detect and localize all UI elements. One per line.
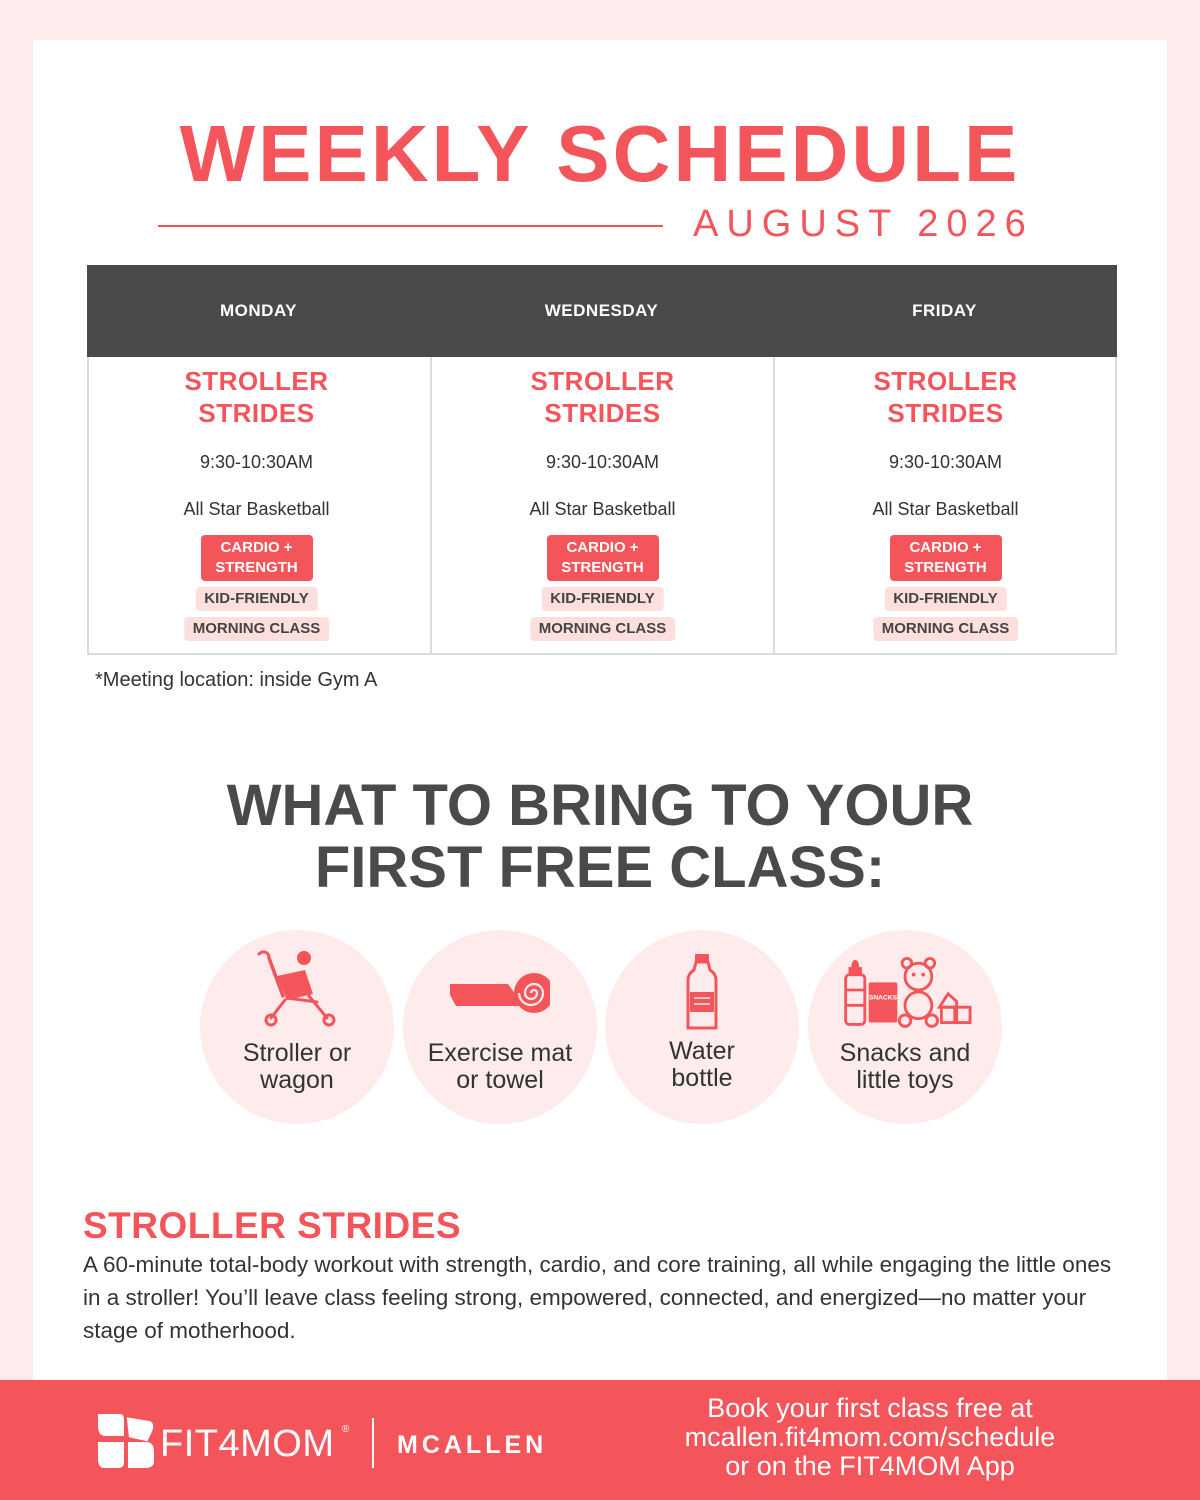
- tag-morning-class: MORNING CLASS: [530, 617, 676, 641]
- exercise-mat-icon: [450, 948, 550, 1028]
- snacks-label: SNACKS: [868, 994, 898, 1002]
- class-time: 9:30-10:30AM: [199, 452, 314, 472]
- class-name-text: STROLLER STRIDES: [873, 366, 1018, 428]
- tag-cardio-strength: CARDIO + STRENGTH: [547, 535, 659, 581]
- bring-item-snacks-toys: [808, 930, 1002, 1124]
- day-header-friday: FRIDAY: [912, 301, 977, 320]
- label-line: Snacks and: [839, 1039, 971, 1067]
- footer-divider: [372, 1418, 374, 1468]
- day-header-monday: MONDAY: [220, 301, 297, 320]
- tag-kid-friendly: KID-FRIENDLY: [884, 587, 1006, 611]
- class-name: [85, 365, 428, 429]
- class-name: [432, 365, 773, 429]
- class-name-text: STROLLER STRIDES: [184, 366, 329, 428]
- bring-item-label: [585, 1038, 819, 1092]
- day-header-wednesday: WEDNESDAY: [544, 301, 659, 320]
- schedule-column-friday: [773, 357, 1116, 655]
- tag-cardio-strength: CARDIO + STRENGTH: [890, 535, 1002, 581]
- class-name-text: STROLLER STRIDES: [530, 366, 675, 428]
- tag-kid-friendly: KID-FRIENDLY: [195, 587, 317, 611]
- bring-title-line2: FIRST FREE CLASS:: [314, 835, 886, 900]
- about-title: STROLLER STRIDES: [83, 1205, 462, 1246]
- registered-mark: ®: [342, 1424, 350, 1435]
- fit4mom-logo-icon: [96, 1412, 156, 1470]
- tag-morning-class: MORNING CLASS: [873, 617, 1019, 641]
- bring-item-stroller: [200, 930, 394, 1124]
- class-name: [775, 365, 1116, 429]
- label-line: Exercise mat: [427, 1039, 573, 1067]
- schedule-month: AUGUST 2026: [693, 203, 1034, 245]
- title-divider: [158, 225, 663, 227]
- tag-cardio-strength: CARDIO + STRENGTH: [201, 535, 313, 581]
- label-line: wagon: [260, 1066, 334, 1094]
- bring-items: [0, 930, 1200, 1125]
- bring-item-water-bottle: [605, 930, 799, 1124]
- label-line: bottle: [671, 1064, 733, 1092]
- bring-item-label: [180, 1040, 414, 1094]
- class-time: 9:30-10:30AM: [545, 452, 660, 472]
- schedule-table: [87, 265, 1117, 655]
- about-description: A 60-minute total-body workout with strength, cardio, and core training, all while engaging the little ones in a stroller! You’ll leave class feeling strong, empowered, connected, and energized—no matter your stage of motherhood.: [83, 1252, 1112, 1343]
- cta-url[interactable]: mcallen.fit4mom.com/schedule: [684, 1422, 1056, 1452]
- cta-line3: or on the FIT4MOM App: [725, 1451, 1015, 1481]
- class-location: All Star Basketball: [872, 499, 1019, 519]
- schedule-column-wednesday: [430, 357, 773, 655]
- footer-cta: [610, 1394, 1130, 1481]
- water-bottle-icon: [652, 952, 752, 1032]
- class-location: All Star Basketball: [183, 499, 330, 519]
- label-line: little toys: [856, 1066, 954, 1094]
- bring-section-title: [0, 775, 1200, 899]
- page-title: WEEKLY SCHEDULE: [179, 109, 1021, 198]
- label-line: or towel: [456, 1066, 544, 1094]
- footer-city: MCALLEN: [397, 1431, 548, 1459]
- class-time: 9:30-10:30AM: [888, 452, 1003, 472]
- schedule-header-row: [87, 265, 1117, 357]
- stroller-icon: [247, 948, 347, 1028]
- schedule-column-monday: [85, 357, 428, 655]
- bring-item-label: [383, 1040, 617, 1094]
- footer-brand: FIT4MOM: [160, 1423, 335, 1465]
- footer: [0, 1380, 1200, 1500]
- snacks-toys-icon: [838, 950, 972, 1030]
- label-line: Stroller or: [242, 1039, 352, 1067]
- label-line: Water: [669, 1037, 735, 1065]
- tag-kid-friendly: KID-FRIENDLY: [541, 587, 663, 611]
- bring-item-label: [788, 1040, 1022, 1094]
- class-location: All Star Basketball: [529, 499, 676, 519]
- bring-item-exercise-mat: [403, 930, 597, 1124]
- meeting-location-note: *Meeting location: inside Gym A: [95, 669, 378, 691]
- tag-morning-class: MORNING CLASS: [184, 617, 330, 641]
- cta-line1: Book your first class free at: [707, 1393, 1033, 1423]
- bring-title-line1: WHAT TO BRING TO YOUR: [226, 773, 974, 838]
